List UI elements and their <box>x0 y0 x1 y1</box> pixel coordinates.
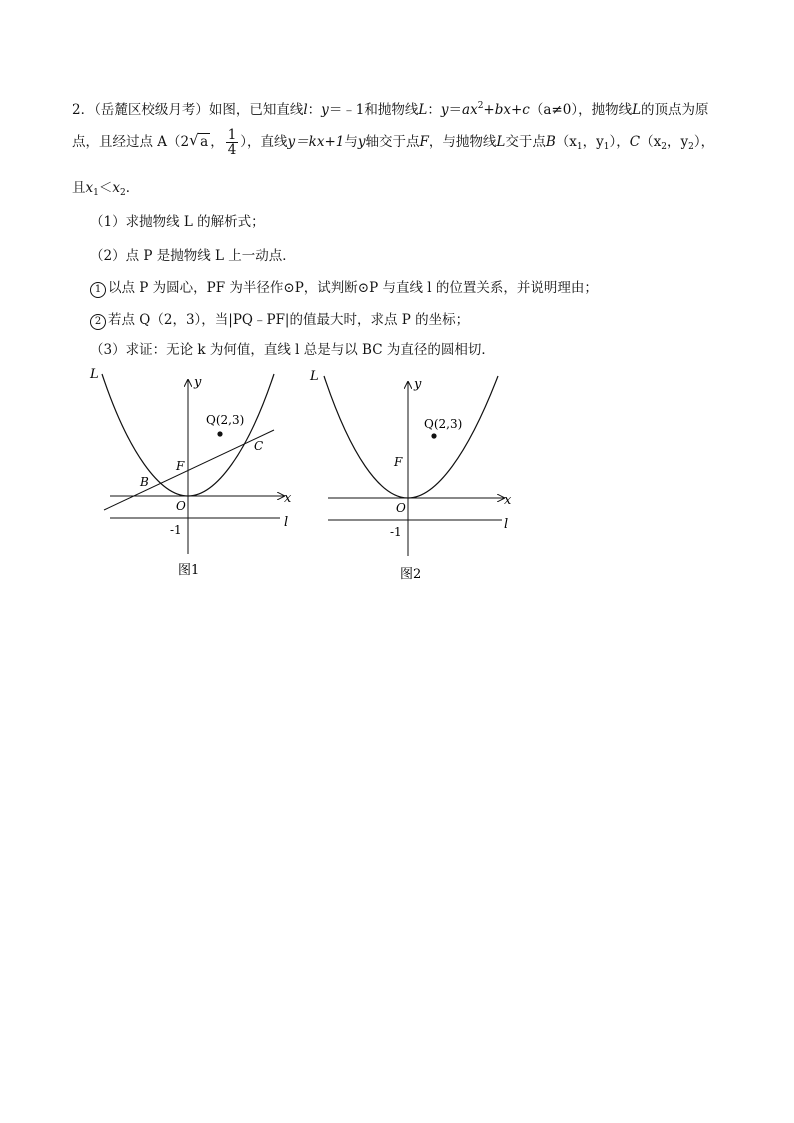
label-x: x <box>504 493 512 508</box>
text-fragment: ： <box>307 102 322 118</box>
label-l: l <box>284 515 289 530</box>
text-fragment: ）， <box>609 134 630 150</box>
text-fragment: +bx+c <box>483 102 530 118</box>
text-fragment: 交于点 <box>505 134 546 150</box>
text-fragment: 1 <box>227 127 237 143</box>
text-fragment: ： <box>427 102 441 118</box>
problem-line-2 <box>72 128 714 157</box>
question-3: （3）求证：无论 k 为何值，直线 l 总是与以 BC 为直径的圆相切． <box>90 342 495 358</box>
text-fragment: 1 <box>576 142 583 152</box>
label-minus1: -1 <box>170 523 182 537</box>
text-fragment: ． <box>125 180 140 196</box>
problem-source: （岳麓区校级月考） <box>94 102 209 118</box>
text-fragment: ），直线 <box>240 134 288 150</box>
label-F: F <box>176 459 185 473</box>
fraction-one-quarter <box>226 128 239 157</box>
problem-line-3 <box>72 176 139 198</box>
line-kx-plus-1 <box>104 430 274 510</box>
label-y: y <box>194 375 202 390</box>
text-fragment: 以点 P 为圆心，PF 为半径作⊙P，试判断⊙P 与直线 l 的位置关系，并说明理由； <box>108 280 598 296</box>
point-q <box>217 431 222 436</box>
text-fragment: 2 <box>477 101 484 111</box>
text-fragment: ＝ <box>448 102 463 118</box>
text-fragment: y <box>357 134 366 150</box>
text-fragment: x <box>85 180 94 196</box>
label-origin: O <box>176 499 186 513</box>
text-fragment: ，y <box>666 134 689 150</box>
text-fragment: 2 <box>661 142 667 152</box>
text-fragment: y <box>321 102 329 118</box>
text-fragment: ＜ <box>98 180 113 196</box>
text-fragment: 1 <box>93 188 99 198</box>
text-fragment: L <box>496 134 506 150</box>
text-fragment: C <box>629 134 641 150</box>
text-fragment: L <box>632 102 642 118</box>
text-fragment: ＝﹣1和抛物线 <box>328 102 419 118</box>
text-fragment: F <box>419 134 429 150</box>
label-minus1: -1 <box>390 525 402 539</box>
label-F: F <box>394 455 403 469</box>
parabola-curve <box>324 376 498 498</box>
text-fragment: 点，且经过点 A（2 <box>72 134 190 150</box>
question-2-part-2 <box>90 308 469 330</box>
question-1: （1）求抛物线 L 的解析式； <box>90 214 265 230</box>
text-fragment: l <box>303 102 308 118</box>
label-C: C <box>254 439 264 453</box>
text-fragment: 4 <box>227 142 237 158</box>
figure-1 <box>88 362 308 592</box>
question-2: （2）点 P 是抛物线 L 上一动点． <box>90 248 296 264</box>
text-fragment: y <box>440 102 449 118</box>
text-fragment: 若点 Q（2，3），当|PQ﹣PF|的值最大时，求点 P 的坐标； <box>108 312 470 328</box>
circled-number-1: 1 <box>90 282 106 298</box>
text-fragment: ， <box>210 134 224 150</box>
text-fragment: ，与抛物线 <box>428 134 497 150</box>
text-fragment: y＝kx+1 <box>287 134 345 150</box>
text-fragment: x <box>112 180 120 196</box>
caption-fig2: 图2 <box>400 567 422 582</box>
label-Q: Q(2,3) <box>206 413 245 427</box>
text-fragment: 2 <box>119 188 126 198</box>
text-fragment: ，y <box>582 134 604 150</box>
label-B: B <box>140 475 149 489</box>
text-fragment: （x <box>640 134 662 150</box>
problem-line-1 <box>72 98 709 118</box>
text-fragment: 且 <box>72 180 86 196</box>
point-q <box>431 433 436 438</box>
text-fragment: 1 <box>603 142 610 152</box>
label-L: L <box>310 369 319 384</box>
text-fragment: B <box>545 134 556 150</box>
text-fragment: （a≠0） <box>529 102 579 118</box>
label-origin: O <box>396 501 406 515</box>
label-L: L <box>90 367 99 382</box>
label-Q: Q(2,3) <box>424 417 463 431</box>
text-fragment: 的顶点为原 <box>641 102 709 118</box>
text-fragment: L <box>418 102 428 118</box>
circled-number-2: 2 <box>90 314 106 330</box>
text-fragment: ）， <box>693 134 715 150</box>
text-fragment: 轴交于点 <box>365 134 420 150</box>
text-fragment: （x <box>555 134 577 150</box>
label-x: x <box>284 491 292 506</box>
caption-fig1: 图1 <box>178 563 200 578</box>
figure-2 <box>308 362 528 592</box>
text-fragment: ，抛物线 <box>578 102 633 118</box>
text-fragment: 2 <box>688 142 694 152</box>
question-2-part-1 <box>90 276 598 298</box>
problem-number: 2． <box>72 102 95 118</box>
text-fragment: a <box>200 134 209 150</box>
text-fragment: ax <box>462 102 478 118</box>
label-l: l <box>504 517 509 532</box>
text-fragment: 如图，已知直线 <box>208 102 304 118</box>
sqrt-a: √ a <box>189 131 209 150</box>
text-fragment: 与 <box>344 134 358 150</box>
label-y: y <box>414 377 422 392</box>
